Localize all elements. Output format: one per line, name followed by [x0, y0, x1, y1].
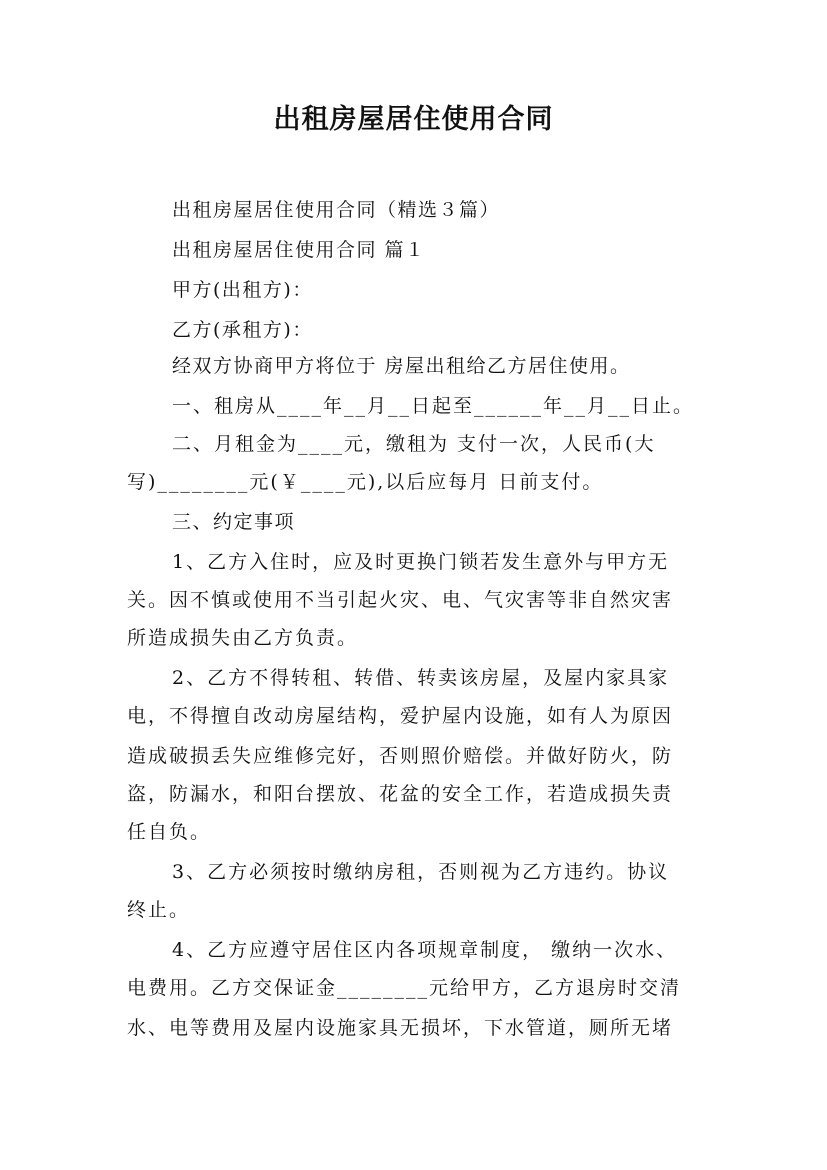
text-line: 水、电等费用及屋内设施家具无损坏，下水管道，厕所无堵 — [127, 1017, 674, 1039]
text-line: 电，不得擅自改动房屋结构，爱护屋内设施，如有人为原因 — [127, 705, 674, 727]
text-line: 任自负。 — [127, 821, 212, 843]
text-line: 终止。 — [127, 899, 191, 921]
text-line: 4、乙方应遵守居住区内各项规章制度， 缴纳一次水、 — [172, 939, 678, 961]
text-line: 电费用。乙方交保证金________元给甲方，乙方退房时交清 — [127, 977, 682, 999]
text-line: 出租房屋居住使用合同（精选３篇） — [172, 199, 501, 221]
text-line: 出租房屋居住使用合同 篇１ — [172, 239, 426, 261]
text-line: 写)________元(￥____元),以后应每月 日前支付。 — [127, 471, 604, 493]
text-line: 造成破损丢失应维修完好，否则照价赔偿。并做好防火，防 — [127, 745, 674, 767]
text-line: 3、乙方必须按时缴纳房租，否则视为乙方违约。协议 — [172, 861, 670, 883]
text-line: 二、月租金为____元，缴租为 支付一次，人民币(大 — [172, 433, 656, 455]
text-line: 甲方(出租方)： — [172, 279, 313, 301]
text-line: 乙方(承租方)： — [172, 319, 313, 341]
text-line: 三、约定事项 — [172, 511, 296, 533]
text-line: 关。因不慎或使用不当引起火灾、电、气灾害等非自然灾害 — [127, 589, 674, 611]
document-title: 出租房屋居住使用合同 — [273, 104, 554, 135]
text-line: 一、租房从____年__月__日起至______年__月__日止。 — [172, 395, 695, 417]
text-line: 所造成损失由乙方负责。 — [127, 627, 359, 649]
text-line: 1、乙方入住时，应及时更换门锁若发生意外与甲方无 — [172, 551, 670, 573]
text-line: 2、乙方不得转租、转借、转卖该房屋，及屋内家具家 — [172, 667, 670, 689]
text-line: 经双方协商甲方将位于 房屋出租给乙方居住使用。 — [172, 355, 631, 377]
text-line: 盗，防漏水，和阳台摆放、花盆的安全工作，若造成损失责 — [127, 783, 674, 805]
